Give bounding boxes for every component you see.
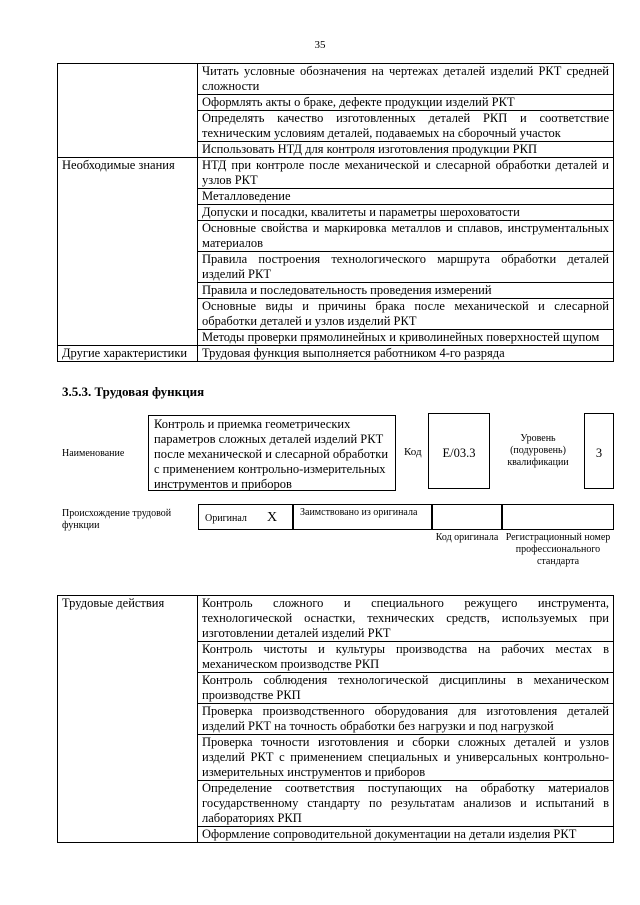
skill-item: Определять качество изготовленных деталей РКП и соответствие техническим условиям деталей, подаваемых на сборочный участок — [198, 111, 614, 142]
skill-item: Читать условные обозначения на чертежах деталей изделий РКТ средней сложности — [198, 64, 614, 95]
code-label: Код — [404, 446, 422, 458]
row-label-knowledge: Необходимые знания — [58, 158, 198, 346]
origin-code-cell — [432, 504, 502, 530]
level-value: 3 — [584, 413, 614, 489]
requirements-table — [57, 63, 614, 362]
action-item: Определение соответствия поступающих на обработку материалов государственному стандарту по результатам анализов и испытаний в лабораториях РКП — [198, 781, 614, 827]
name-label: Наименование — [62, 448, 125, 459]
knowledge-item: Основные виды и причины брака после механической и слесарной обработки деталей и узлов изделий РКТ — [198, 299, 614, 330]
action-item: Контроль чистоты и культуры производства на рабочих местах в механическом производстве РКП — [198, 642, 614, 673]
skill-item: Использовать НТД для контроля изготовления продукции РКП — [198, 142, 614, 158]
origin-label: Происхождение трудовой функции — [62, 508, 172, 531]
section-title: 3.5.3. Трудовая функция — [62, 384, 205, 399]
code-caption: Код оригинала — [435, 532, 499, 543]
other-item: Трудовая функция выполняется работником 4-го разряда — [198, 346, 614, 362]
page-number: 35 — [314, 39, 326, 51]
action-item: Контроль соблюдения технологической дисциплины в механическом производстве РКП — [198, 673, 614, 704]
labor-actions-table — [57, 595, 614, 843]
registration-caption: Регистрационный номер профессионального стандарта — [505, 532, 611, 567]
knowledge-item: Правила построения технологического маршрута обработки деталей изделий РКТ — [198, 252, 614, 283]
action-item: Оформление сопроводительной документации на детали изделия РКТ — [198, 827, 614, 843]
skill-item: Оформлять акты о браке, дефекте продукции изделий РКТ — [198, 95, 614, 111]
knowledge-item: Основные свойства и маркировка металлов и сплавов, инструментальных материалов — [198, 221, 614, 252]
action-item: Проверка производственного оборудования для изготовления деталей изделий РКТ на точность обработки без нагрузки и под нагрузкой — [198, 704, 614, 735]
registration-cell — [502, 504, 614, 530]
row-label-other: Другие характеристики — [58, 346, 198, 362]
original-cell — [198, 504, 293, 530]
action-item: Контроль сложного и специального режущего инструмента, технологической оснастки, технических средств, используемых при изготовлении деталей изделий РКТ — [198, 596, 614, 642]
knowledge-item: Металловедение — [198, 189, 614, 205]
original-label: Оригинал — [205, 513, 247, 524]
borrowed-label: Заимствовано из оригинала — [293, 504, 432, 530]
level-label: Уровень (подуровень) квалификации — [507, 433, 569, 468]
row-label-empty — [58, 64, 198, 158]
knowledge-item: Допуски и посадки, квалитеты и параметры шероховатости — [198, 205, 614, 221]
knowledge-item: Методы проверки прямолинейных и криволинейных поверхностей щупом — [198, 330, 614, 346]
row-label-actions: Трудовые действия — [58, 596, 198, 843]
code-value: E/03.3 — [428, 413, 490, 489]
knowledge-item: Правила и последовательность проведения измерений — [198, 283, 614, 299]
knowledge-item: НТД при контроле после механической и слесарной обработки деталей и узлов РКТ — [198, 158, 614, 189]
function-name: Контроль и приемка геометрических параметров сложных деталей изделий РКТ после механической и слесарной обработки с применением контрольно-измерительных инструментов и приборов — [148, 415, 396, 491]
action-item: Проверка точности изготовления и сборки сложных деталей и узлов изделий РКТ с применением специальных и универсальных контрольно-измерительных инструментов и приборов — [198, 735, 614, 781]
original-mark: X — [267, 510, 278, 525]
